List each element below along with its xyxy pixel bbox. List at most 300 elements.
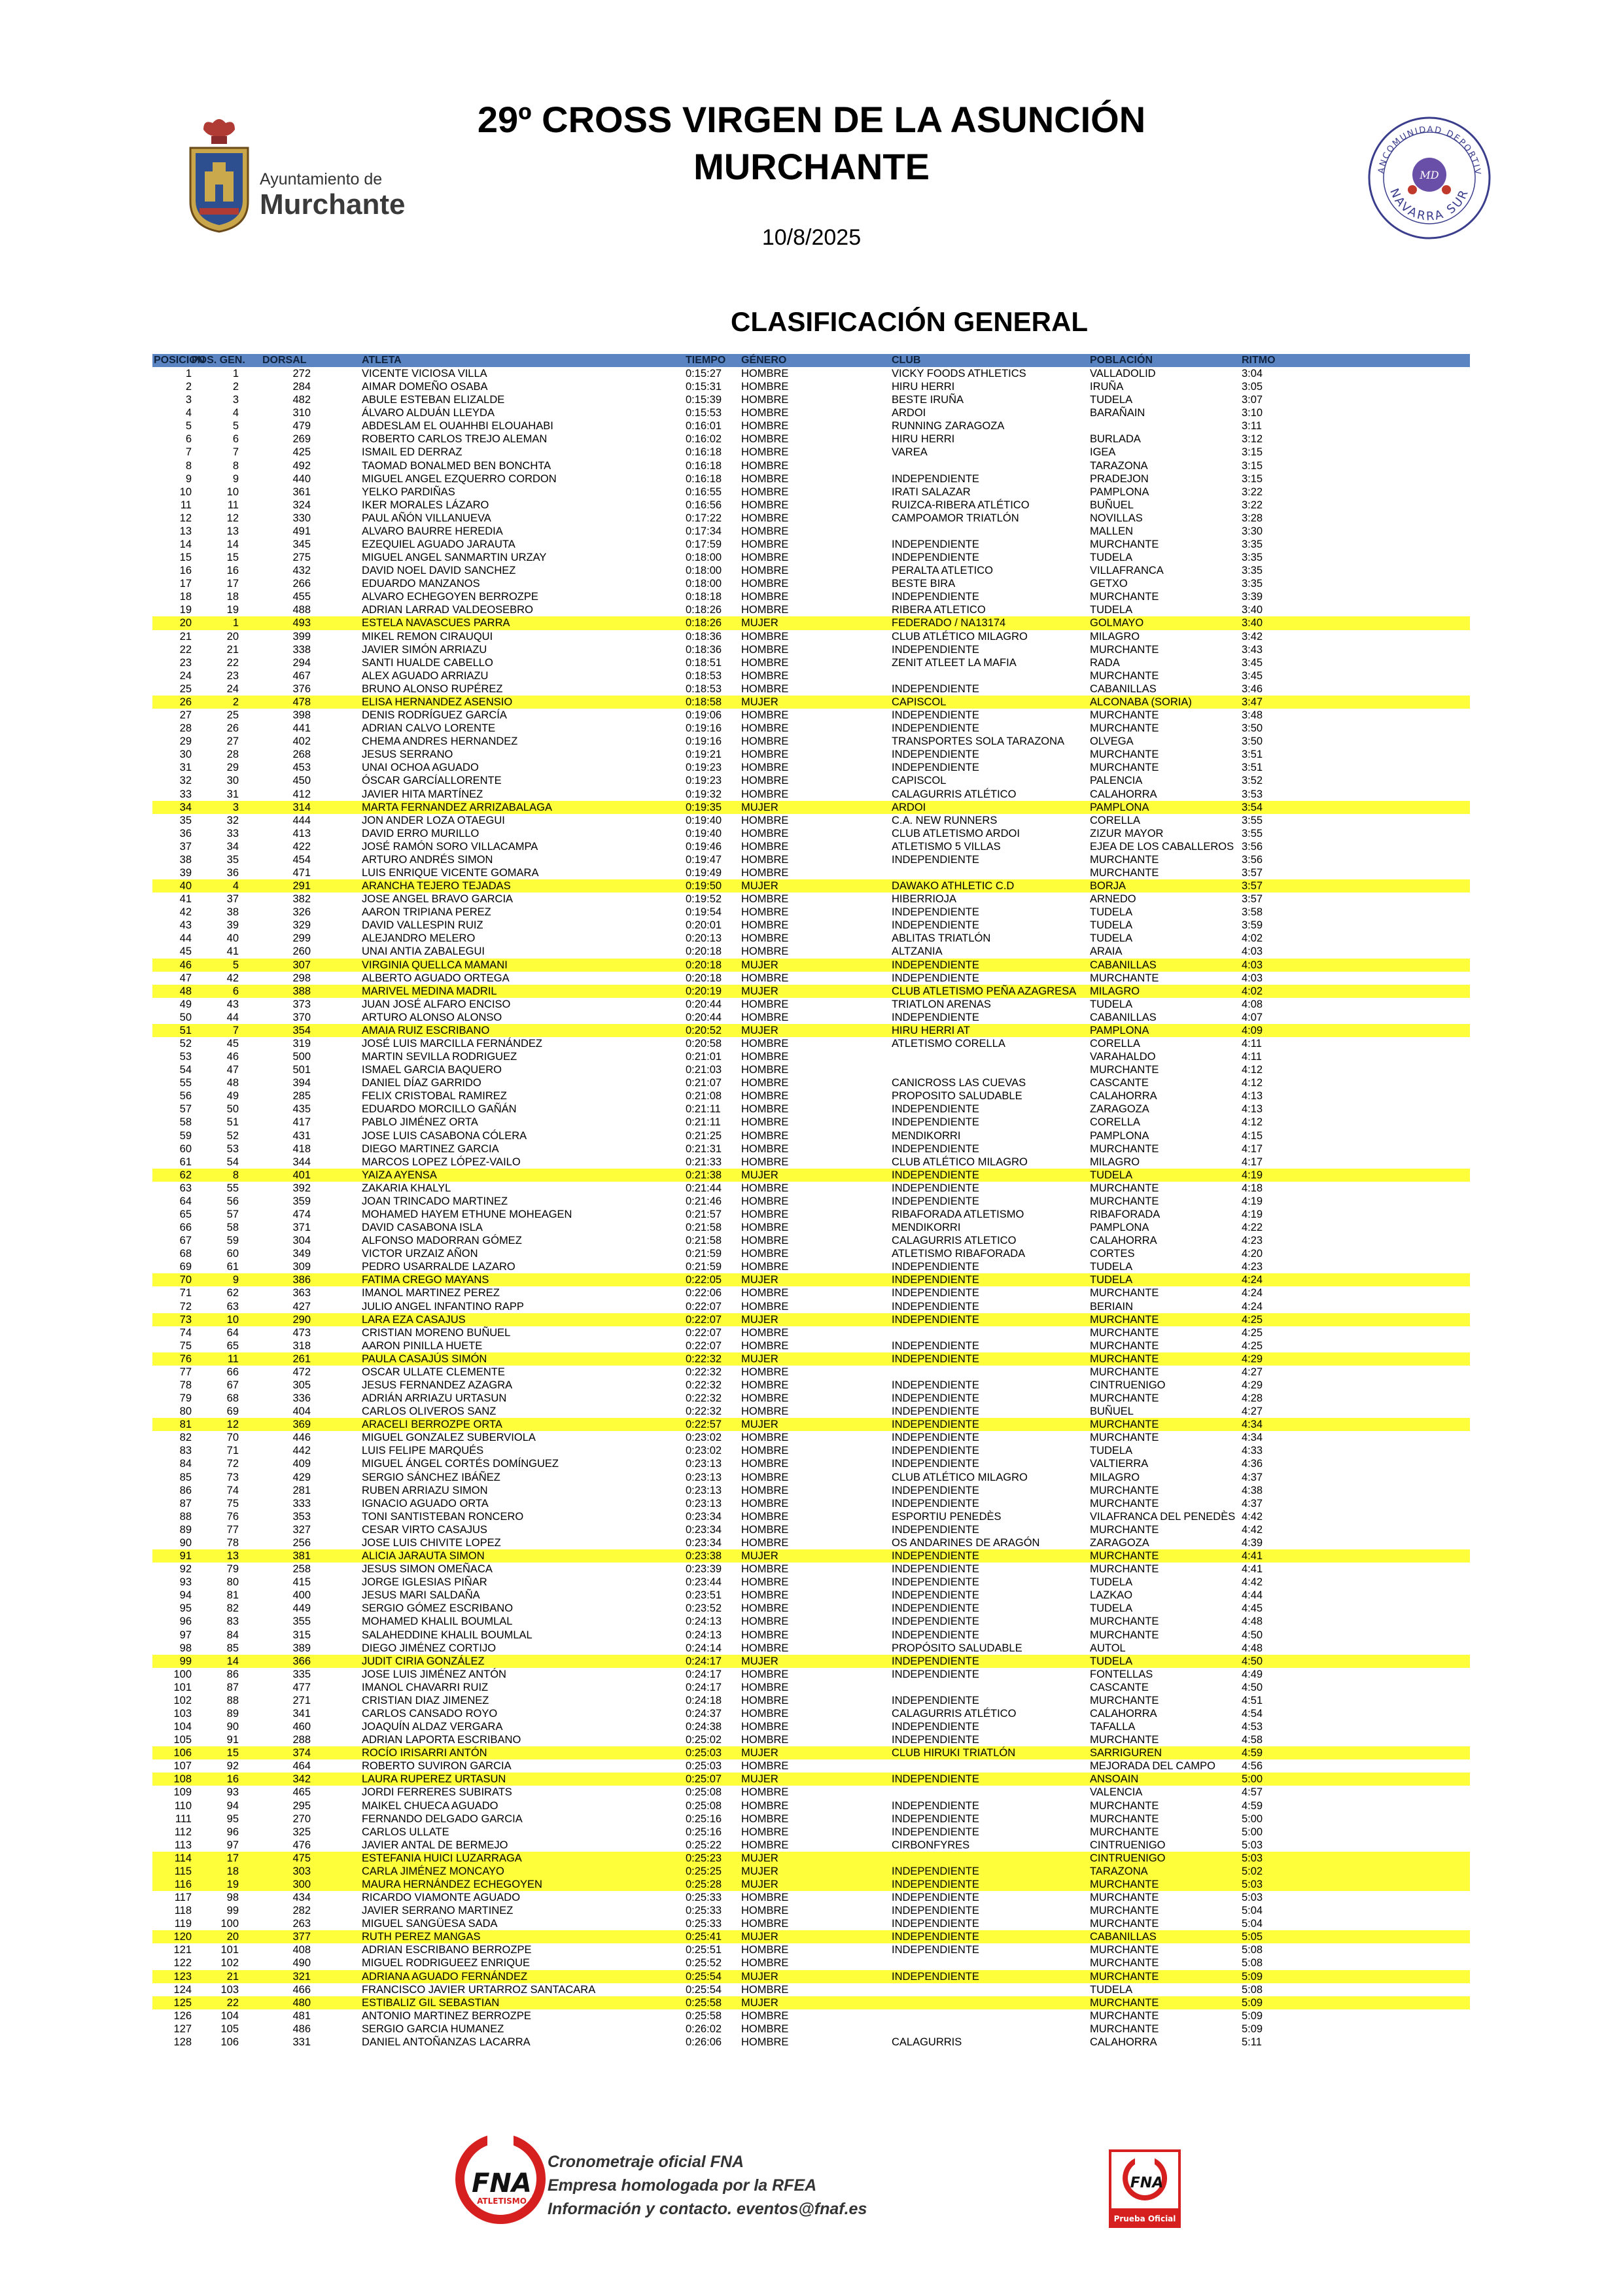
cell-atleta: ADRIANA AGUADO FERNÁNDEZ: [362, 1970, 528, 1983]
cell-posicion: 12: [179, 512, 192, 524]
cell-pos-gen: 9: [232, 1274, 239, 1286]
table-row: [152, 1668, 1470, 1681]
cell-ritmo: 4:17: [1242, 1142, 1263, 1155]
cell-club: PERALTA ATLETICO: [892, 565, 993, 577]
cell-ritmo: 3:30: [1242, 525, 1263, 537]
cell-tiempo: 0:25:52: [686, 1957, 722, 1969]
cell-dorsal: 442: [292, 1445, 311, 1457]
table-row: [152, 1024, 1470, 1037]
cell-dorsal: 260: [292, 945, 311, 958]
cell-atleta: ISMAEL GARCIA BAQUERO: [362, 1064, 502, 1076]
cell-posicion: 53: [179, 1051, 192, 1063]
cell-posicion: 109: [173, 1786, 192, 1799]
cell-ritmo: 4:07: [1242, 1011, 1263, 1023]
cell-atleta: LUIS ENRIQUE VICENTE GOMARA: [362, 866, 539, 879]
cell-poblacion: MURCHANTE: [1090, 1918, 1159, 1930]
cell-posicion: 57: [179, 1103, 192, 1116]
cell-ritmo: 3:52: [1242, 775, 1263, 787]
cell-dorsal: 480: [292, 1996, 311, 2009]
cell-poblacion: MURCHANTE: [1090, 1905, 1159, 1917]
cell-dorsal: 432: [292, 565, 311, 577]
table-row: [152, 1379, 1470, 1392]
cell-ritmo: 5:09: [1242, 2022, 1263, 2035]
cell-genero: HOMBRE: [741, 486, 789, 498]
cell-atleta: ANTONIO MARTINEZ BERROZPE: [362, 2009, 531, 2022]
cell-ritmo: 3:46: [1242, 682, 1263, 695]
cell-poblacion: CALAHORRA: [1090, 1090, 1157, 1103]
cell-tiempo: 0:19:23: [686, 775, 722, 787]
cell-genero: HOMBRE: [741, 552, 789, 564]
cell-genero: HOMBRE: [741, 643, 789, 656]
cell-poblacion: MURCHANTE: [1090, 1892, 1159, 1904]
cell-club: ARDOI: [892, 407, 926, 419]
cell-posicion: 102: [173, 1694, 192, 1706]
cell-ritmo: 4:23: [1242, 1261, 1263, 1273]
table-row: [152, 1970, 1470, 1983]
cell-poblacion: GOLMAYO: [1090, 617, 1144, 629]
cell-club: CALAGURRIS ATLÉTICO: [892, 788, 1017, 800]
cell-dorsal: 490: [292, 1957, 311, 1969]
cell-poblacion: MURCHANTE: [1090, 1616, 1159, 1628]
cell-posicion: 121: [173, 1944, 192, 1956]
cell-dorsal: 333: [292, 1497, 311, 1510]
cell-posicion: 39: [179, 866, 192, 879]
cell-pos-gen: 24: [226, 682, 239, 695]
cell-ritmo: 4:59: [1242, 1747, 1263, 1759]
cell-poblacion: MURCHANTE: [1090, 1694, 1159, 1706]
cell-atleta: ÓSCAR GARCÍALLORENTE: [362, 775, 502, 787]
cell-club: CANICROSS LAS CUEVAS: [892, 1077, 1026, 1089]
cell-ritmo: 4:59: [1242, 1799, 1263, 1812]
table-row: [152, 590, 1470, 603]
table-row: [152, 1392, 1470, 1405]
cell-genero: HOMBRE: [741, 709, 789, 722]
cell-pos-gen: 46: [226, 1051, 239, 1063]
cell-genero: HOMBRE: [741, 499, 789, 511]
cell-ritmo: 4:03: [1242, 945, 1263, 958]
cell-ritmo: 5:00: [1242, 1773, 1263, 1786]
cell-pos-gen: 101: [220, 1944, 239, 1956]
cell-dorsal: 370: [292, 1011, 311, 1023]
table-row: [152, 972, 1470, 985]
cell-ritmo: 5:03: [1242, 1892, 1263, 1904]
cell-ritmo: 4:02: [1242, 985, 1263, 997]
cell-atleta: SANTI HUALDE CABELLO: [362, 656, 493, 669]
cell-atleta: IMANOL CHAVARRI RUIZ: [362, 1681, 489, 1693]
cell-tiempo: 0:23:34: [686, 1510, 722, 1523]
table-row: [152, 1839, 1470, 1852]
cell-club: CALAGURRIS: [892, 2036, 962, 2048]
cell-atleta: MOHAMED KHALIL BOUMLAL: [362, 1616, 513, 1628]
cell-genero: HOMBRE: [741, 1497, 789, 1510]
cell-ritmo: 4:53: [1242, 1721, 1263, 1733]
cell-atleta: EDUARDO MORCILLO GAÑÁN: [362, 1103, 517, 1116]
cell-club: HIRU HERRI: [892, 433, 955, 446]
cell-tiempo: 0:19:40: [686, 827, 722, 839]
cell-genero: HOMBRE: [741, 1090, 789, 1103]
cell-atleta: FATIMA CREGO MAYANS: [362, 1274, 489, 1286]
cell-club: PROPÓSITO SALUDABLE: [892, 1642, 1022, 1654]
cell-club: INDEPENDIENTE: [892, 1865, 979, 1877]
cell-posicion: 123: [173, 1970, 192, 1983]
cell-posicion: 20: [179, 617, 192, 629]
cell-dorsal: 404: [292, 1405, 311, 1418]
cell-posicion: 45: [179, 945, 192, 958]
svg-text:MD: MD: [1420, 169, 1439, 181]
cell-genero: MUJER: [741, 880, 778, 892]
cell-club: VAREA: [892, 446, 928, 459]
svg-text:MANCOMUNIDAD DEPORTIVA: ANCOMUNIDAD DEPORTIV: [1376, 124, 1482, 176]
cell-dorsal: 285: [292, 1090, 311, 1103]
cell-genero: HOMBRE: [741, 446, 789, 459]
cell-ritmo: 4:24: [1242, 1287, 1263, 1299]
cell-poblacion: MURCHANTE: [1090, 1550, 1159, 1563]
cell-poblacion: MALLEN: [1090, 525, 1134, 537]
cell-tiempo: 0:22:32: [686, 1366, 722, 1378]
cell-ritmo: 3:42: [1242, 630, 1263, 643]
cell-pos-gen: 93: [226, 1786, 239, 1799]
cell-club: INDEPENDIENTE: [892, 1432, 979, 1444]
cell-club: INDEPENDIENTE: [892, 919, 979, 932]
table-row: [152, 1366, 1470, 1379]
cell-tiempo: 0:19:49: [686, 866, 722, 879]
cell-poblacion: ZARAGOZA: [1090, 1536, 1149, 1549]
cell-ritmo: 3:55: [1242, 814, 1263, 826]
cell-posicion: 37: [179, 840, 192, 853]
cell-club: IRATI SALAZAR: [892, 486, 971, 498]
cell-pos-gen: 90: [226, 1721, 239, 1733]
cell-tiempo: 0:19:16: [686, 735, 722, 748]
cell-genero: HOMBRE: [741, 565, 789, 577]
cell-atleta: VICTOR URZAIZ AÑON: [362, 1248, 478, 1260]
cell-atleta: JOAQUÍN ALDAZ VERGARA: [362, 1721, 503, 1733]
cell-pos-gen: 31: [226, 788, 239, 800]
cell-poblacion: BORJA: [1090, 880, 1126, 892]
cell-tiempo: 0:23:02: [686, 1432, 722, 1444]
cell-dorsal: 329: [292, 919, 311, 932]
cell-pos-gen: 17: [226, 578, 239, 590]
cell-atleta: ESTIBALIZ GIL SEBASTIAN: [362, 1996, 500, 2009]
table-row: [152, 538, 1470, 551]
cell-posicion: 89: [179, 1523, 192, 1536]
cell-atleta: ROBERTO CARLOS TREJO ALEMAN: [362, 433, 548, 446]
cell-tiempo: 0:19:21: [686, 749, 722, 761]
cell-tiempo: 0:23:38: [686, 1550, 722, 1563]
cell-ritmo: 4:29: [1242, 1379, 1263, 1392]
cell-club: INDEPENDIENTE: [892, 906, 979, 919]
cell-club: VICKY FOODS ATHLETICS: [892, 368, 1026, 380]
cell-pos-gen: 34: [226, 840, 239, 853]
table-row: [152, 419, 1470, 433]
cell-poblacion: CALAHORRA: [1090, 788, 1157, 800]
table-row: [152, 696, 1470, 709]
cell-dorsal: 363: [292, 1287, 311, 1299]
cell-ritmo: 4:19: [1242, 1209, 1263, 1220]
cell-posicion: 118: [174, 1905, 192, 1917]
cell-atleta: PAULA CASAJÚS SIMÓN: [362, 1352, 487, 1365]
cell-club: CIRBONFYRES: [892, 1839, 970, 1851]
cell-club: CLUB ATLÉTICO MILAGRO: [892, 1156, 1028, 1168]
table-row: [152, 1457, 1470, 1470]
cell-genero: HOMBRE: [741, 1287, 789, 1299]
cell-tiempo: 0:15:53: [686, 407, 722, 419]
cell-dorsal: 466: [292, 1983, 311, 1996]
cell-posicion: 113: [174, 1839, 192, 1851]
cell-dorsal: 361: [292, 486, 311, 498]
cell-atleta: ADRIAN CALVO LORENTE: [362, 722, 496, 735]
cell-ritmo: 4:11: [1242, 1051, 1262, 1063]
cell-genero: HOMBRE: [741, 945, 789, 958]
cell-pos-gen: 38: [226, 906, 239, 919]
cell-genero: HOMBRE: [741, 539, 789, 551]
cell-ritmo: 5:05: [1242, 1931, 1263, 1943]
cell-club: INDEPENDIENTE: [892, 1169, 979, 1181]
cell-posicion: 23: [179, 656, 192, 669]
table-row: [152, 1247, 1470, 1260]
cell-pos-gen: 95: [226, 1812, 239, 1825]
cell-atleta: PEDRO USARRALDE LAZARO: [362, 1261, 515, 1273]
cell-tiempo: 0:25:23: [686, 1852, 722, 1864]
cell-tiempo: 0:24:38: [686, 1721, 722, 1733]
cell-atleta: ESTELA NAVASCUES PARRA: [362, 617, 510, 629]
cell-genero: HOMBRE: [741, 1116, 789, 1129]
cell-ritmo: 4:48: [1242, 1642, 1263, 1654]
table-row: [152, 1694, 1470, 1707]
cell-tiempo: 0:16:56: [686, 499, 722, 511]
cell-genero: HOMBRE: [741, 669, 789, 682]
cell-atleta: ABDESLAM EL OUAHHBI ELOUAHABI: [362, 420, 553, 433]
cell-dorsal: 373: [292, 998, 311, 1010]
cell-ritmo: 5:03: [1242, 1852, 1263, 1864]
prueba-oficial-badge-icon: [1109, 2149, 1181, 2228]
cell-genero: MUJER: [741, 1970, 778, 1983]
cell-poblacion: MURCHANTE: [1090, 1957, 1159, 1969]
cell-atleta: MARIVEL MEDINA MADRIL: [362, 985, 497, 997]
cell-tiempo: 0:20:18: [686, 972, 722, 984]
cell-poblacion: ARAIA: [1090, 945, 1123, 958]
cell-pos-gen: 53: [226, 1142, 239, 1155]
table-row: [152, 1865, 1470, 1878]
cell-poblacion: PAMPLONA: [1090, 801, 1149, 813]
col-header-genero: GÉNERO: [741, 355, 787, 366]
table-row: [152, 1956, 1470, 1969]
cell-genero: MUJER: [741, 801, 778, 813]
cell-atleta: JORGE IGLESIAS PIÑAR: [362, 1576, 487, 1589]
cell-atleta: ISMAIL ED DERRAZ: [362, 446, 462, 459]
cell-tiempo: 0:24:17: [686, 1681, 722, 1693]
cell-dorsal: 472: [292, 1366, 311, 1378]
cell-dorsal: 382: [292, 893, 311, 906]
cell-pos-gen: 64: [226, 1326, 239, 1339]
cell-poblacion: MURCHANTE: [1090, 1799, 1159, 1812]
cell-ritmo: 5:11: [1242, 2036, 1262, 2048]
cell-poblacion: VALTIERRA: [1090, 1458, 1149, 1470]
cell-club: INDEPENDIENTE: [892, 643, 979, 656]
cell-ritmo: 3:53: [1242, 788, 1263, 800]
cell-genero: HOMBRE: [741, 1721, 789, 1733]
cell-pos-gen: 15: [226, 1747, 239, 1759]
table-row: [152, 840, 1470, 853]
cell-atleta: UNAI ANTIA ZABALEGUI: [362, 945, 485, 958]
cell-atleta: SERGIO GÓMEZ ESCRIBANO: [362, 1602, 514, 1615]
table-row: [152, 1484, 1470, 1497]
cell-genero: HOMBRE: [741, 1195, 789, 1207]
cell-genero: HOMBRE: [741, 1405, 789, 1418]
cell-ritmo: 4:50: [1242, 1655, 1263, 1667]
cell-atleta: SERGIO GARCIA HUMANEZ: [362, 2022, 504, 2035]
cell-pos-gen: 59: [226, 1235, 239, 1247]
cell-poblacion: MURCHANTE: [1090, 709, 1159, 722]
cell-atleta: JOSE LUIS CHIVITE LOPEZ: [362, 1536, 501, 1549]
cell-pos-gen: 97: [226, 1839, 239, 1851]
cell-tiempo: 0:18:26: [686, 617, 722, 629]
table-row: [152, 630, 1470, 643]
col-header-dorsal: DORSAL: [262, 355, 307, 366]
cell-genero: HOMBRE: [741, 1839, 789, 1851]
cell-ritmo: 4:12: [1242, 1077, 1263, 1089]
cell-posicion: 3: [185, 394, 192, 406]
cell-poblacion: TUDELA: [1090, 552, 1133, 564]
cell-posicion: 101: [173, 1681, 192, 1693]
svg-text:FNA: FNA: [1130, 2175, 1164, 2191]
cell-tiempo: 0:19:35: [686, 801, 722, 813]
cell-dorsal: 354: [292, 1024, 311, 1036]
cell-club: INDEPENDIENTE: [892, 1970, 979, 1983]
cell-tiempo: 0:16:18: [686, 446, 722, 459]
cell-poblacion: MURCHANTE: [1090, 1523, 1159, 1536]
cell-dorsal: 398: [292, 709, 311, 722]
cell-tiempo: 0:15:31: [686, 381, 722, 393]
cell-poblacion: RADA: [1090, 656, 1120, 669]
cell-ritmo: 3:04: [1242, 368, 1263, 380]
cell-posicion: 17: [179, 578, 192, 590]
cell-dorsal: 335: [292, 1668, 311, 1680]
table-row: [152, 643, 1470, 656]
cell-posicion: 52: [179, 1037, 192, 1050]
cell-dorsal: 409: [292, 1458, 311, 1470]
cell-poblacion: MURCHANTE: [1090, 1419, 1159, 1431]
cell-posicion: 103: [173, 1707, 192, 1720]
cell-ritmo: 5:00: [1242, 1826, 1263, 1838]
cell-atleta: CARLOS ULLATE: [362, 1826, 449, 1838]
cell-club: MENDIKORRI: [892, 1129, 961, 1142]
cell-atleta: FERNANDO DELGADO GARCIA: [362, 1812, 523, 1825]
cell-pos-gen: 78: [226, 1536, 239, 1549]
cell-ritmo: 3:22: [1242, 499, 1263, 511]
table-row: [152, 380, 1470, 393]
cell-ritmo: 4:48: [1242, 1616, 1263, 1628]
cell-poblacion: TUDELA: [1090, 1445, 1133, 1457]
table-row: [152, 1313, 1470, 1326]
cell-atleta: JOAN TRINCADO MARTINEZ: [362, 1195, 508, 1207]
cell-club: RUNNING ZARAGOZA: [892, 420, 1005, 433]
cell-pos-gen: 61: [226, 1261, 239, 1273]
cell-poblacion: MURCHANTE: [1090, 762, 1159, 774]
cell-posicion: 91: [179, 1550, 192, 1563]
cell-pos-gen: 100: [220, 1918, 239, 1930]
cell-club: INDEPENDIENTE: [892, 539, 979, 551]
cell-ritmo: 4:41: [1242, 1563, 1263, 1576]
cell-dorsal: 326: [292, 906, 311, 919]
cell-genero: HOMBRE: [741, 1222, 789, 1234]
cell-genero: HOMBRE: [741, 1051, 789, 1063]
table-row: [152, 1234, 1470, 1247]
cell-dorsal: 479: [292, 420, 311, 433]
cell-atleta: MARTA FERNANDEZ ARRIZABALAGA: [362, 801, 552, 813]
cell-genero: HOMBRE: [741, 1536, 789, 1549]
cell-genero: HOMBRE: [741, 1484, 789, 1496]
cell-poblacion: MURCHANTE: [1090, 1195, 1159, 1207]
cell-ritmo: 3:05: [1242, 381, 1263, 393]
cell-pos-gen: 94: [226, 1799, 239, 1812]
cell-pos-gen: 40: [226, 932, 239, 945]
cell-club: INDEPENDIENTE: [892, 1497, 979, 1510]
cell-atleta: MIGUEL ANGEL EZQUERRO CORDON: [362, 472, 557, 485]
cell-tiempo: 0:21:33: [686, 1156, 722, 1168]
cell-poblacion: OLVEGA: [1090, 735, 1134, 748]
cell-poblacion: AUTOL: [1090, 1642, 1126, 1654]
cell-poblacion: MURCHANTE: [1090, 1064, 1159, 1076]
cell-dorsal: 256: [292, 1536, 311, 1549]
cell-ritmo: 4:03: [1242, 972, 1263, 984]
cell-genero: HOMBRE: [741, 1826, 789, 1838]
cell-atleta: EDUARDO MANZANOS: [362, 578, 480, 590]
cell-atleta: JESUS MARI SALDAÑA: [362, 1589, 480, 1602]
cell-tiempo: 0:21:58: [686, 1222, 722, 1234]
col-header-tiempo: TIEMPO: [686, 355, 726, 366]
cell-posicion: 14: [179, 539, 192, 551]
cell-ritmo: 4:42: [1242, 1510, 1263, 1523]
cell-tiempo: 0:16:18: [686, 459, 722, 472]
cell-pos-gen: 73: [226, 1471, 239, 1483]
cell-atleta: ROBERTO SUVIRON GARCIA: [362, 1760, 512, 1773]
cell-club: CALAGURRIS ATLETICO: [892, 1235, 1017, 1247]
table-row: [152, 1826, 1470, 1839]
cell-tiempo: 0:16:02: [686, 433, 722, 446]
cell-atleta: RICARDO VIAMONTE AGUADO: [362, 1892, 521, 1904]
cell-posicion: 27: [179, 709, 192, 722]
cell-pos-gen: 82: [226, 1602, 239, 1615]
table-row: [152, 1852, 1470, 1865]
cell-pos-gen: 32: [226, 814, 239, 826]
cell-dorsal: 435: [292, 1103, 311, 1116]
ayuntamiento-label: Ayuntamiento de: [260, 170, 383, 188]
cell-atleta: MARTIN SEVILLA RODRIGUEZ: [362, 1051, 517, 1063]
cell-genero: HOMBRE: [741, 1077, 789, 1089]
cell-poblacion: MILAGRO: [1090, 630, 1140, 643]
cell-ritmo: 4:38: [1242, 1484, 1263, 1496]
cell-club: RUIZCA-RIBERA ATLÉTICO: [892, 499, 1030, 511]
cell-genero: HOMBRE: [741, 1957, 789, 1969]
cell-atleta: DANIEL ANTOÑANZAS LACARRA: [362, 2036, 531, 2048]
cell-dorsal: 282: [292, 1905, 311, 1917]
cell-ritmo: 4:13: [1242, 1090, 1263, 1103]
cell-pos-gen: 88: [226, 1694, 239, 1706]
cell-club: INDEPENDIENTE: [892, 1379, 979, 1392]
cell-tiempo: 0:20:19: [686, 985, 722, 997]
cell-posicion: 15: [179, 552, 192, 564]
cell-posicion: 79: [179, 1392, 192, 1405]
cell-poblacion: MURCHANTE: [1090, 1366, 1159, 1378]
cell-posicion: 75: [179, 1339, 192, 1352]
cell-genero: HOMBRE: [741, 1037, 789, 1050]
table-row: [152, 1642, 1470, 1655]
cell-atleta: VIRGINIA QUELLCA MAMANI: [362, 959, 508, 971]
cell-genero: HOMBRE: [741, 1616, 789, 1628]
cell-club: CAPISCOL: [892, 696, 947, 708]
cell-pos-gen: 14: [226, 539, 239, 551]
cell-atleta: DAVID CASABONA ISLA: [362, 1222, 483, 1234]
